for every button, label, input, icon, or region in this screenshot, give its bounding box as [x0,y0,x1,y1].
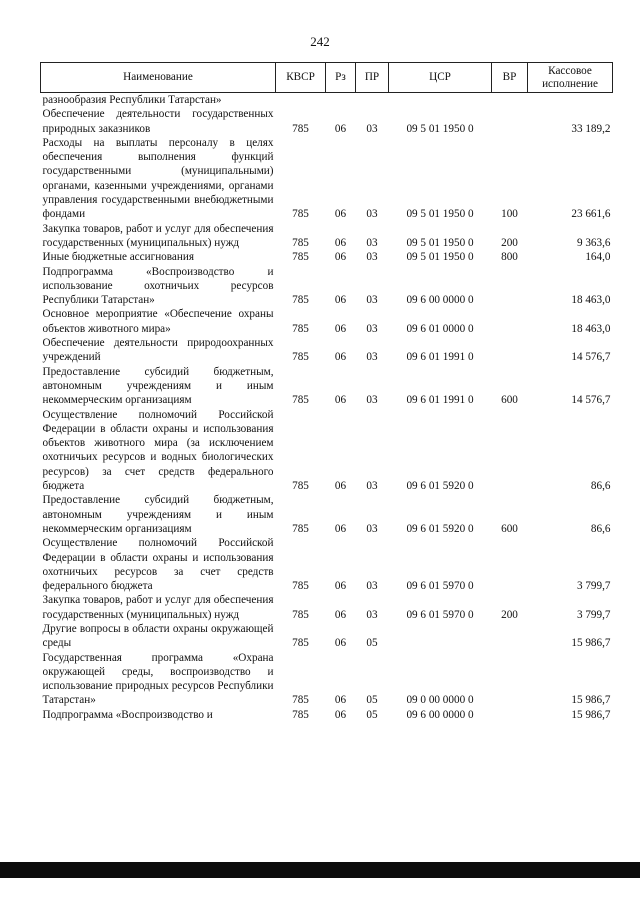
row-kvsr-cell: 785 [292,322,309,335]
row-csr-cell: 09 5 01 1950 0 [406,236,474,249]
row-vr-cell: 100 [501,208,518,221]
row-vr-cell: 600 [501,522,518,535]
row-csr-cell: 09 6 01 0000 0 [406,322,474,335]
row-csr-cell: 09 0 00 0000 0 [406,694,474,707]
row-name-cell: Осуществление полномочий Российской Федерации в области охраны и использования охотничьих ресурсов за счет средств федерального бюджета [42,537,274,593]
row-kvsr-cell: 785 [292,480,309,493]
row-rz-cell: 06 [334,694,347,707]
row-amount-cell: 14 576,7 [571,351,611,364]
row-kvsr-cell: 785 [292,608,309,621]
table-row [41,493,613,536]
row-kvsr-cell: 785 [292,236,309,249]
row-csr-cell: 09 6 01 5920 0 [406,522,474,535]
column-header-pr: ПР [356,63,389,93]
row-rz-cell: 06 [334,394,347,407]
row-amount-cell: 3 799,7 [576,580,611,593]
row-amount-cell: 86,6 [590,522,611,535]
table-row [41,365,613,408]
row-vr-cell: 600 [501,394,518,407]
row-name-cell: Государственная программа «Охрана окружающей среды, воспроизводство и использование природных ресурсов Республики Татарстан» [42,651,274,707]
row-amount-cell: 86,6 [590,480,611,493]
row-name-cell: Предоставление субсидий бюджетным, автономным учреждениям и иным некоммерческим организациям [42,365,274,407]
row-vr-cell [492,307,528,336]
row-vr-cell [492,265,528,308]
row-pr-cell: 03 [366,122,378,135]
row-rz-cell: 06 [334,251,347,264]
row-rz-cell: 06 [334,708,347,721]
row-pr-cell: 03 [366,351,378,364]
row-name-cell: Осуществление полномочий Российской Федерации в области охраны и использования объектов животного мира (за исключением охотничьих ресурсов и водных биологических ресурсов) за счет средств федерального бюджета [42,408,274,493]
row-csr-cell: 09 6 01 5920 0 [406,480,474,493]
row-kvsr-cell [276,93,326,108]
row-kvsr-cell: 785 [292,122,309,135]
row-name-cell: Иные бюджетные ассигнования [42,251,194,264]
row-kvsr-cell: 785 [292,351,309,364]
row-rz-cell [326,93,356,108]
row-amount-cell: 18 463,0 [571,322,611,335]
row-pr-cell: 03 [366,322,378,335]
row-name-cell: Подпрограмма «Воспроизводство и использование охотничьих ресурсов Республики Татарстан» [42,265,274,307]
row-rz-cell: 06 [334,480,347,493]
row-kvsr-cell: 785 [292,708,309,721]
table-row [41,250,613,264]
row-vr-cell [492,93,528,108]
row-pr-cell: 03 [366,236,378,249]
table-row [41,708,613,722]
column-header-kvsr: КВСР [276,63,326,93]
row-amount-cell: 33 189,2 [571,122,611,135]
table-header-row [41,63,613,93]
row-name-cell: Расходы на выплаты персоналу в целях обеспечения выполнения функций государственными (муниципальными) органами, казенными учреждениями, органами управления государственными внебюджетными фондами [42,136,274,221]
row-csr-cell: 09 6 00 0000 0 [406,708,474,721]
row-csr-cell: 09 6 01 1991 0 [406,351,474,364]
row-pr-cell: 03 [366,294,378,307]
row-name-cell: Предоставление субсидий бюджетным, автономным учреждениям и иным некоммерческим организациям [42,494,274,535]
row-amount-cell: 164,0 [585,251,611,264]
row-pr-cell: 03 [366,522,378,535]
row-kvsr-cell: 785 [292,394,309,407]
row-amount-cell: 14 576,7 [571,394,611,407]
row-rz-cell: 06 [334,208,347,221]
row-vr-cell [492,408,528,494]
row-vr-cell: 800 [501,251,518,264]
page-number: 242 [310,34,330,49]
row-csr-cell: 09 6 01 5970 0 [406,608,474,621]
row-rz-cell: 06 [334,322,347,335]
row-vr-cell [492,107,528,136]
row-amount-cell [528,93,613,108]
row-kvsr-cell: 785 [292,522,309,535]
row-kvsr-cell: 785 [292,208,309,221]
row-pr-cell: 03 [366,580,378,593]
table-body [41,93,613,723]
row-vr-cell: 200 [501,236,518,249]
row-amount-cell: 23 661,6 [571,208,611,221]
row-rz-cell: 06 [334,608,347,621]
row-pr-cell: 05 [366,694,378,707]
row-vr-cell: 200 [501,608,518,621]
row-amount-cell: 3 799,7 [576,608,611,621]
row-vr-cell [492,622,528,651]
scan-edge-band [0,862,640,878]
row-csr-cell: 09 5 01 1950 0 [406,251,474,264]
row-csr-cell: 09 5 01 1950 0 [406,122,474,135]
table-row [41,222,613,251]
row-name-cell: Закупка товаров, работ и услуг для обеспечения государственных (муниципальных) нужд [42,594,274,621]
row-amount-cell: 15 986,7 [571,694,611,707]
row-pr-cell: 03 [366,394,378,407]
row-kvsr-cell: 785 [292,637,309,650]
row-kvsr-cell: 785 [292,294,309,307]
row-kvsr-cell: 785 [292,251,309,264]
row-kvsr-cell: 785 [292,694,309,707]
row-csr-cell [389,93,492,108]
row-rz-cell: 06 [334,637,347,650]
row-rz-cell: 06 [334,122,347,135]
table-row [41,307,613,336]
column-header-vr: ВР [492,63,528,93]
row-pr-cell [356,93,389,108]
row-csr-cell [389,622,492,651]
table-row [41,651,613,708]
row-name-cell: Закупка товаров, работ и услуг для обеспечения государственных (муниципальных) нужд [42,222,274,249]
table-row [41,107,613,136]
row-rz-cell: 06 [334,236,347,249]
budget-table [40,62,613,722]
column-header-name: Наименование [41,63,276,93]
row-amount-cell: 9 363,6 [576,236,611,249]
row-name-cell: Обеспечение деятельности природоохранных учреждений [42,337,274,364]
table-row [41,536,613,593]
row-name-cell: Другие вопросы в области охраны окружающей среды [42,622,274,650]
row-csr-cell: 09 6 01 5970 0 [406,580,474,593]
row-pr-cell: 03 [366,208,378,221]
row-vr-cell [492,708,528,722]
table-row [41,136,613,222]
row-amount-cell: 15 986,7 [571,637,611,650]
table-row [41,622,613,651]
table-row [41,593,613,622]
table-row [41,265,613,308]
row-pr-cell: 03 [366,480,378,493]
row-kvsr-cell: 785 [292,580,309,593]
row-rz-cell: 06 [334,294,347,307]
row-csr-cell: 09 6 01 1991 0 [406,394,474,407]
row-csr-cell: 09 6 00 0000 0 [406,294,474,307]
row-pr-cell: 05 [366,637,378,650]
row-amount-cell: 15 986,7 [571,708,611,721]
row-vr-cell [492,536,528,593]
table-row [41,336,613,365]
row-csr-cell: 09 5 01 1950 0 [406,208,474,221]
row-pr-cell: 03 [366,608,378,621]
column-header-rz: Рз [326,63,356,93]
column-header-amount: Кассовое исполнение [528,63,613,93]
table-row [41,408,613,494]
row-vr-cell [492,651,528,708]
row-name-cell: Подпрограмма «Воспроизводство и [42,708,213,721]
row-rz-cell: 06 [334,580,347,593]
row-rz-cell: 06 [334,522,347,535]
column-header-csr: ЦСР [389,63,492,93]
row-rz-cell: 06 [334,351,347,364]
row-name-cell: Обеспечение деятельности государственных природных заказников [42,108,274,135]
table-row [41,93,613,108]
row-pr-cell: 03 [366,251,378,264]
row-amount-cell: 18 463,0 [571,294,611,307]
row-name-cell: Основное мероприятие «Обеспечение охраны объектов животного мира» [42,308,274,335]
row-vr-cell [492,336,528,365]
row-name-cell: разнообразия Республики Татарстан» [42,94,222,106]
row-pr-cell: 05 [366,708,378,721]
